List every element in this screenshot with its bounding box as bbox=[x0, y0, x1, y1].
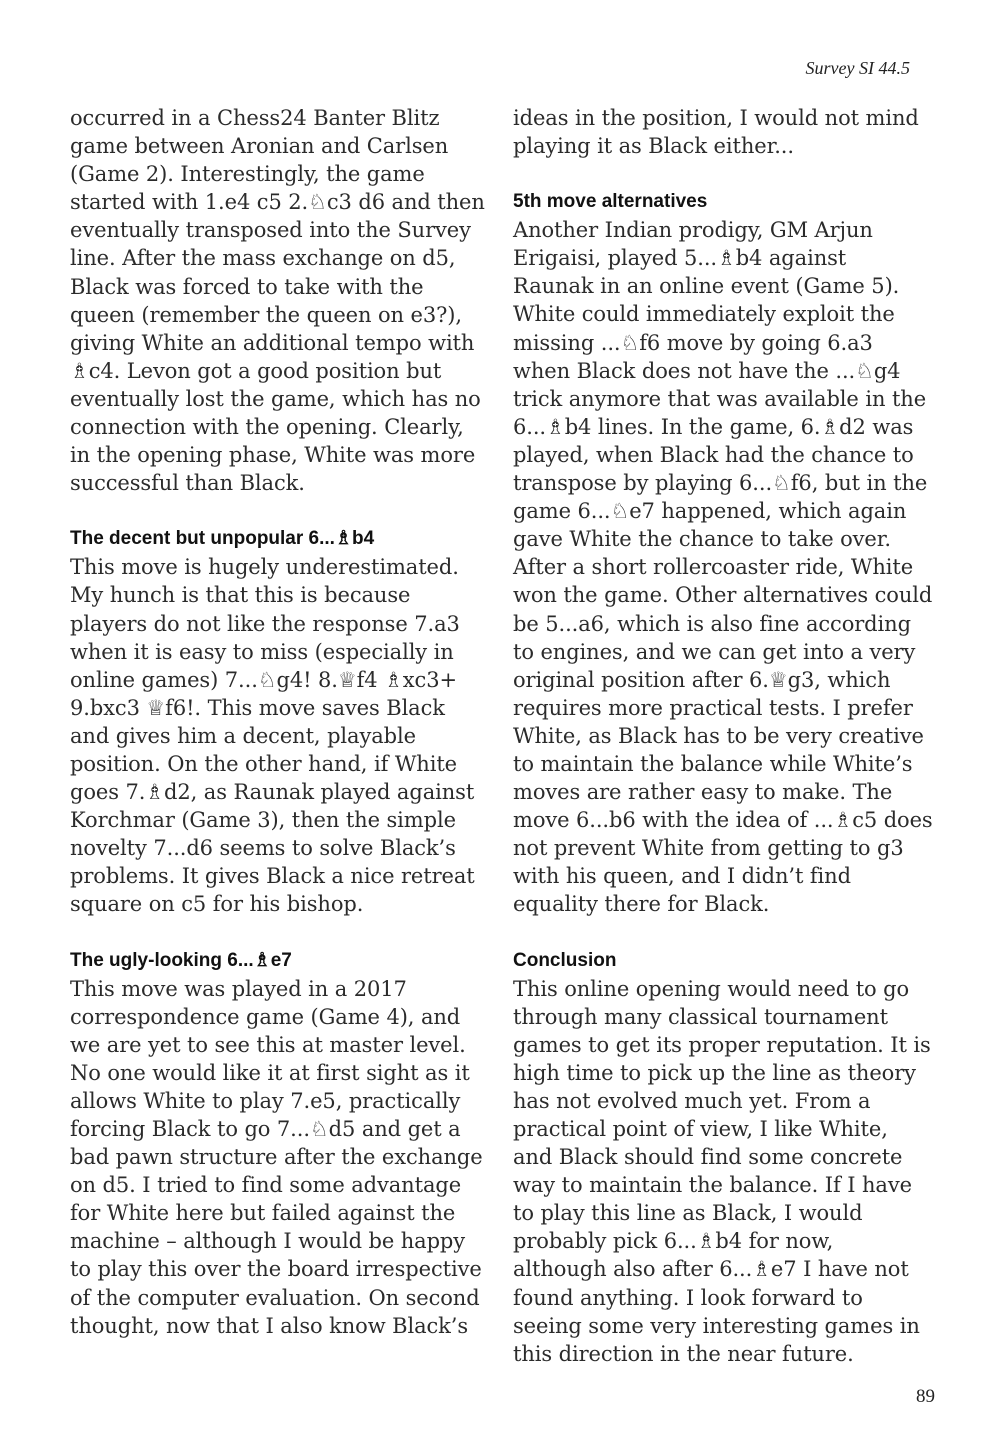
section-heading-conclusion: Conclusion bbox=[513, 949, 617, 971]
running-header: Survey SI 44.5 bbox=[805, 58, 910, 78]
left-column bbox=[70, 104, 490, 1340]
continuation-paragraph: ideas in the position, I would not mind playing it as Black either... bbox=[513, 106, 919, 159]
section-heading-bishop-b4: The decent but unpopular 6...♗b4 bbox=[70, 528, 375, 550]
page-number: 89 bbox=[916, 1386, 935, 1407]
intro-paragraph: occurred in a Chess24 Banter Blitz game between Aronian and Carlsen (Game 2). Interestingly, the game started with 1.e4 c5 2.♘c3 d6 and then eventually transposed into the Survey line. After the mass exchange on d5, Black was forced to take with the queen (remember the queen on e3?), giving White an additional tempo with ♗c4. Levon got a good position but eventually lost the game, which has no connection with the opening. Clearly, in the opening phase, White was more successful than Black. bbox=[70, 106, 485, 496]
section-paragraph-bishop-e7: This move was played in a 2017 correspondence game (Game 4), and we are yet to see this at master level. No one would like it at first sight as it allows White to play 7.e5, practically forcing Black to go 7...♘d5 and get a bad pawn structure after the exchange on d5. I tried to find some advantage for White here but failed against the machine – although I would be happy to play this over the board irrespective of the computer evaluation. On second thought, now that I also know Black’s bbox=[70, 976, 483, 1338]
section-heading-5th-move: 5th move alternatives bbox=[513, 191, 708, 213]
right-column bbox=[513, 104, 933, 1368]
section-paragraph-bishop-b4: This move is hugely underestimated. My hunch is that this is because players do not like the response 7.a3 when it is easy to miss (especially in online games) 7...♘g4! 8.♕f4 ♗xc3+ 9.bxc3 ♕f6!. This move saves Black and gives him a decent, playable position. On the other hand, if White goes 7.♗d2, as Raunak played against Korchmar (Game 3), then the simple novelty 7...d6 seems to solve Black’s problems. It gives Black a nice retreat square on c5 for his bishop. bbox=[70, 555, 475, 917]
section-paragraph-5th-move: Another Indian prodigy, GM Arjun Erigaisi, played 5...♗b4 against Raunak in an online event (Game 5). White could immediately exploit the missing ...♘f6 move by going 6.a3 when Black does not have the ...♘g4 trick anymore that was available in the 6...♗b4 lines. In the game, 6.♗d2 was played, when Black had the chance to transpose by playing 6...♘f6, but in the game 6...♘e7 happened, which again gave White the chance to take over. After a short rollercoaster ride, White won the game. Other alternatives could be 5...a6, which is also fine according to engines, and we can get into a very original position after 6.♕g3, which requires more practical tests. I prefer White, as Black has to be very creative to maintain the balance while White’s moves are rather easy to make. The move 6...b6 with the idea of ...♗c5 does not prevent White from getting to g3 with his queen, and I didn’t find equality there for Black. bbox=[513, 218, 933, 917]
section-heading-bishop-e7: The ugly-looking 6...♗e7 bbox=[70, 949, 292, 971]
section-paragraph-conclusion: This online opening would need to go through many classical tournament games to get its proper reputation. It is high time to pick up the line as theory has not evolved much yet. From a practical point of view, I like White, and Black should find some concrete way to maintain the balance. If I have to play this line as Black, I would probably pick 6...♗b4 for now, although also after 6...♗e7 I have not found anything. I look forward to seeing some very interesting games in this direction in the near future. bbox=[513, 976, 931, 1366]
